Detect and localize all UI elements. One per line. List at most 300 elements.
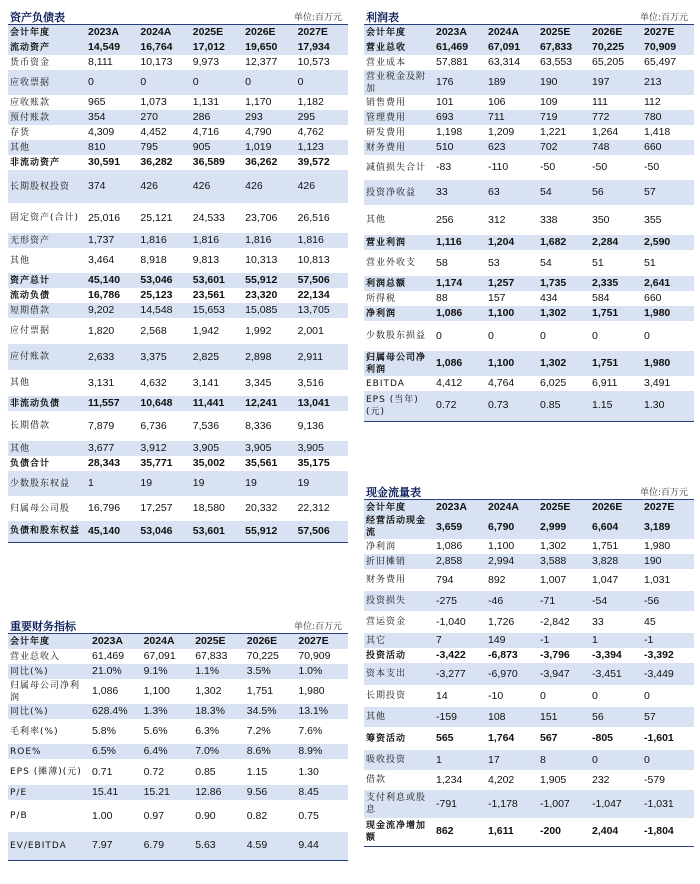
balance-sheet-row [8, 70, 348, 95]
cash-flow-value-cell: -3,277 [434, 663, 486, 685]
balance-sheet-value-cell: 1,816 [296, 233, 348, 248]
balance-sheet-year-header: 2026E [243, 25, 295, 40]
key-ratios-value-cell: 1.0% [296, 664, 348, 679]
cash-flow-value-cell: 1,047 [592, 573, 619, 586]
cash-flow-value-cell: 1 [434, 750, 486, 770]
income-statement-value-cell: 88 [436, 292, 448, 304]
income-statement-value-cell: 157 [488, 292, 506, 304]
cash-flow-value-cell: 6,790 [486, 515, 538, 539]
cash-flow-value-cell: 57 [642, 707, 694, 727]
income-statement-value-cell: 51 [592, 256, 604, 269]
key-ratios-value-cell: 6.4% [142, 744, 194, 759]
cash-flow-value-cell: 8 [538, 750, 590, 770]
balance-sheet-row-label: 负债合计 [10, 458, 51, 469]
balance-sheet-value-cell: 1,073 [140, 96, 167, 108]
balance-sheet-unit: 单位:百万元 [293, 13, 342, 23]
key-ratios-value-cell: 5.6% [143, 725, 168, 737]
balance-sheet-row-label: 长期借款 [10, 421, 51, 431]
balance-sheet-value-cell: 22,312 [297, 502, 330, 514]
key-ratios-value-cell: 7.2% [246, 725, 271, 737]
balance-sheet-value-cell: 9,136 [297, 419, 324, 432]
income-statement-value-cell: 660 [644, 292, 662, 304]
balance-sheet-column-header-row [8, 25, 348, 40]
cash-flow-year-header: 2024A [486, 500, 538, 515]
balance-sheet-value-cell: 965 [88, 96, 106, 108]
cash-flow-row-label: 净利润 [366, 541, 397, 552]
balance-sheet-value-cell: 3,905 [296, 441, 348, 456]
cash-flow-title: 现金流量表 [366, 486, 421, 499]
balance-sheet-row-label: 其他 [8, 140, 86, 155]
balance-sheet-value-cell: 28,343 [88, 457, 121, 469]
cash-flow-value-cell: -579 [644, 773, 666, 786]
cash-flow-value-cell: 7 [434, 633, 486, 648]
income-statement-value-cell: 58 [436, 256, 448, 269]
balance-sheet-value-cell: 45,140 [86, 273, 138, 288]
income-statement-value-cell: 0 [436, 329, 442, 342]
key-ratios-header [8, 617, 348, 634]
balance-sheet-value-cell: 10,173 [140, 56, 173, 68]
income-statement-value-cell: 1,735 [538, 276, 590, 291]
cash-flow-value-cell: -46 [486, 591, 538, 611]
income-statement-value-cell: 190 [538, 70, 590, 95]
cash-flow-row [364, 591, 694, 611]
key-ratios-value-cell: 1,100 [143, 685, 170, 697]
balance-sheet-value-cell: 3,516 [297, 376, 324, 389]
balance-sheet-value-cell: 0 [86, 70, 138, 95]
income-statement-row-label: 归属母公司净利润 [364, 351, 434, 376]
key-ratios-value-cell: 18.3% [193, 704, 245, 719]
balance-sheet-value-cell: 53,601 [191, 273, 243, 288]
cash-flow-value-cell: -3,947 [538, 663, 590, 685]
cash-flow-header-label: 会计年度 [364, 500, 434, 515]
key-ratios-value-cell: 13.1% [296, 704, 348, 719]
balance-sheet-row-label: 流动负债 [10, 290, 51, 301]
key-ratios-value-cell: 1.3% [142, 704, 194, 719]
income-statement-value-cell: 53 [488, 256, 500, 269]
cash-flow-year-header: 2025E [538, 500, 590, 515]
key-ratios-value-cell: 15.21 [142, 785, 194, 800]
balance-sheet-row-label: 其他 [10, 255, 31, 266]
income-statement-value-cell: 1,209 [488, 126, 515, 138]
balance-sheet-value-cell: 9,813 [192, 254, 220, 266]
income-statement-row-label: 营业税金及附加 [364, 70, 434, 95]
balance-sheet-value-cell: 3,905 [191, 441, 243, 456]
income-statement-value-cell: 6,911 [592, 377, 618, 389]
income-statement-value-cell: 1,204 [486, 235, 538, 250]
balance-sheet-row [8, 273, 348, 288]
balance-sheet-value-cell: 35,175 [297, 457, 330, 469]
income-statement-row [364, 155, 694, 180]
income-statement-row-label: 少数股东损益 [366, 331, 427, 341]
key-ratios-row-label: 营业总收入 [10, 651, 61, 662]
balance-sheet-value-cell: 22,134 [297, 289, 330, 301]
balance-sheet-value-cell: 0 [191, 70, 243, 95]
cash-flow-value-cell: -200 [540, 825, 562, 838]
cash-flow-value-cell: 14 [436, 689, 448, 702]
key-ratios-row [8, 664, 348, 679]
income-statement-value-cell: 1,682 [538, 235, 590, 250]
income-statement-value-cell: 772 [590, 110, 642, 125]
income-statement-value-cell: 61,469 [434, 40, 486, 55]
cash-flow-value-cell: 0 [642, 750, 694, 770]
key-ratios-value-cell: 1,086 [92, 685, 119, 697]
balance-sheet-row [8, 303, 348, 318]
cash-flow-year-header: 2026E [590, 500, 642, 515]
balance-sheet-row-label: 应付账款 [8, 344, 86, 370]
balance-sheet-value-cell: 13,705 [296, 303, 348, 318]
key-ratios-row [8, 649, 348, 664]
cash-flow-row-label: 资本支出 [364, 663, 434, 685]
cash-flow-value-cell: 1,086 [436, 540, 463, 552]
key-ratios-value-cell: 5.8% [92, 725, 116, 737]
balance-sheet-value-cell: 3,375 [138, 344, 190, 370]
cash-flow-panel [364, 483, 694, 847]
balance-sheet-value-cell: 7,879 [88, 419, 115, 432]
balance-sheet-value-cell: 14,549 [86, 40, 138, 55]
balance-sheet-value-cell: 35,002 [192, 457, 225, 469]
cash-flow-value-cell: 3,189 [642, 515, 694, 539]
income-statement-row [364, 140, 694, 155]
balance-sheet-value-cell: 17,934 [296, 40, 348, 55]
balance-sheet-value-cell: 3,141 [192, 376, 220, 389]
key-ratios-column-header-row [8, 634, 348, 649]
balance-sheet-value-cell: 4,716 [192, 126, 220, 138]
balance-sheet-value-cell: 293 [243, 110, 295, 125]
balance-sheet-row [8, 110, 348, 125]
balance-sheet-value-cell: 354 [86, 110, 138, 125]
key-ratios-row-label: 毛利率(%) [10, 726, 59, 737]
cash-flow-value-cell: 3,828 [590, 554, 642, 569]
key-ratios-value-cell: 0.72 [143, 765, 165, 778]
balance-sheet-value-cell: 10,648 [138, 396, 190, 411]
cash-flow-row-label: 经营活动现金流 [364, 515, 434, 539]
balance-sheet-row-label: 非流动负债 [8, 396, 86, 411]
income-statement-value-cell: 1,086 [434, 306, 486, 321]
balance-sheet-value-cell: 295 [296, 110, 348, 125]
cash-flow-value-cell: -3,796 [540, 649, 570, 661]
income-statement-value-cell: 1,100 [486, 306, 538, 321]
balance-sheet-row-label: 无形资产 [8, 233, 86, 248]
key-ratios-value-cell: 8.45 [296, 785, 348, 800]
key-ratios-value-cell: 6.79 [142, 832, 194, 860]
balance-sheet-value-cell: 15,085 [243, 303, 295, 318]
income-statement-value-cell: 1,198 [436, 126, 463, 138]
income-statement-value-cell: 1,116 [434, 235, 486, 250]
key-ratios-value-cell: 3.5% [245, 664, 297, 679]
cash-flow-value-cell: 794 [436, 573, 454, 586]
cash-flow-value-cell: 0 [592, 689, 598, 702]
cash-flow-value-cell: 1,302 [540, 540, 567, 552]
key-ratios-value-cell: 1,302 [195, 685, 222, 697]
key-ratios-row-label: ROE% [8, 744, 90, 759]
cash-flow-column-header-row [364, 500, 694, 515]
cash-flow-value-cell: 0 [644, 689, 650, 702]
balance-sheet-value-cell: 12,241 [243, 396, 295, 411]
income-statement-value-cell: 101 [436, 96, 454, 108]
cash-flow-value-cell: 862 [436, 825, 454, 838]
balance-sheet-row [8, 170, 348, 203]
income-statement-row [364, 351, 694, 376]
income-statement-value-cell: 256 [436, 213, 454, 226]
cash-flow-row-label: 借款 [366, 775, 387, 785]
income-statement-row-label: EBITDA [366, 378, 405, 389]
key-ratios-value-cell: 9.56 [245, 785, 297, 800]
cash-flow-row [364, 663, 694, 685]
cash-flow-value-cell: 3,588 [538, 554, 590, 569]
income-statement-value-cell: 106 [488, 96, 506, 108]
cash-flow-value-cell: 567 [540, 732, 558, 744]
income-statement-row-label: 净利润 [364, 306, 434, 321]
income-statement-value-cell: 2,641 [642, 276, 694, 291]
balance-sheet-value-cell: 8,918 [140, 254, 167, 266]
balance-sheet-value-cell: 36,262 [245, 156, 278, 168]
cash-flow-row-label: 长期投资 [366, 691, 407, 701]
balance-sheet-value-cell: 286 [191, 110, 243, 125]
cash-flow-value-cell: 151 [538, 707, 590, 727]
key-ratios-value-cell: 34.5% [245, 704, 297, 719]
key-ratios-value-cell: 0.90 [195, 809, 216, 822]
balance-sheet-value-cell: 10,573 [297, 56, 330, 68]
balance-sheet-value-cell: 19 [191, 471, 243, 496]
income-statement-value-cell: 660 [642, 140, 694, 155]
income-statement-value-cell: 0 [540, 329, 546, 342]
balance-sheet-value-cell: 23,320 [245, 289, 278, 301]
cash-flow-value-cell: -56 [642, 591, 694, 611]
cash-flow-value-cell: 0 [590, 750, 642, 770]
key-ratios-row [8, 679, 348, 704]
key-ratios-value-cell: 0.71 [92, 765, 113, 778]
income-statement-value-cell: 6,025 [540, 377, 567, 389]
balance-sheet-value-cell: 16,764 [138, 40, 190, 55]
income-statement-row [364, 205, 694, 235]
key-ratios-row-label: EV/EBITDA [8, 832, 90, 860]
balance-sheet-value-cell: 9,973 [192, 56, 220, 68]
cash-flow-value-cell: 0 [540, 689, 546, 702]
key-ratios-row-label: 归属母公司净利润 [10, 680, 81, 703]
cash-flow-value-cell: -71 [538, 591, 590, 611]
balance-sheet-row [8, 155, 348, 170]
income-statement-value-cell: 213 [642, 70, 694, 95]
cash-flow-value-cell: 1,234 [436, 773, 463, 786]
key-ratios-row-label: P/B [10, 811, 28, 821]
balance-sheet-value-cell: 3,912 [138, 441, 190, 456]
cash-flow-value-cell: 1,980 [644, 540, 671, 552]
balance-sheet-value-cell: 10,813 [297, 254, 330, 266]
balance-sheet-value-cell: 53,046 [138, 273, 190, 288]
key-ratios-header-label: 会计年度 [8, 634, 90, 649]
key-ratios-value-cell: 9.1% [142, 664, 194, 679]
key-ratios-row-label: EPS (摊薄)(元) [10, 767, 82, 777]
balance-sheet-row-label: 预付账款 [8, 110, 86, 125]
income-statement-value-cell: 355 [644, 213, 662, 226]
cash-flow-value-cell: -805 [592, 732, 614, 744]
cash-flow-value-cell: 108 [486, 707, 538, 727]
income-statement-value-cell: 1,302 [538, 306, 590, 321]
income-statement-row-label: 营业总收 [364, 40, 434, 55]
income-statement-value-cell: 584 [592, 292, 610, 304]
cash-flow-row [364, 727, 694, 750]
income-statement-value-cell: 693 [434, 110, 486, 125]
cash-flow-value-cell: -1,178 [486, 790, 538, 818]
balance-sheet-value-cell: 16,796 [88, 502, 121, 514]
income-statement-value-cell: 510 [434, 140, 486, 155]
cash-flow-row [364, 569, 694, 591]
key-ratios-row [8, 744, 348, 759]
balance-sheet-value-cell: 12,377 [245, 56, 278, 68]
balance-sheet-value-cell: 426 [243, 170, 295, 203]
key-ratios-value-cell: 1.30 [298, 765, 319, 778]
key-ratios-row [8, 785, 348, 800]
cash-flow-row [364, 648, 694, 663]
balance-sheet-value-cell: 53,601 [191, 521, 243, 542]
balance-sheet-value-cell: 1,942 [192, 324, 220, 337]
income-statement-value-cell: 1,086 [434, 351, 486, 376]
balance-sheet-value-cell: 36,282 [140, 156, 173, 168]
cash-flow-value-cell: -791 [434, 790, 486, 818]
balance-sheet-value-cell: 35,561 [245, 457, 278, 469]
balance-sheet-value-cell: 3,345 [245, 376, 272, 389]
income-statement-year-header: 2023A [434, 25, 486, 40]
balance-sheet-value-cell: 1 [86, 471, 138, 496]
balance-sheet-value-cell: 1,816 [243, 233, 295, 248]
cash-flow-header [364, 483, 694, 500]
balance-sheet-value-cell: 23,706 [245, 211, 278, 224]
cash-flow-value-cell: -6,873 [488, 649, 518, 661]
cash-flow-value-cell: -275 [434, 591, 486, 611]
balance-sheet-value-cell: 36,589 [192, 156, 225, 168]
balance-sheet-row-label: 存货 [10, 127, 31, 138]
cash-flow-value-cell: 1,726 [488, 615, 515, 628]
balance-sheet-row [8, 55, 348, 70]
cash-flow-value-cell: -3,449 [642, 663, 694, 685]
balance-sheet-row-label: 资产总计 [8, 273, 86, 288]
income-statement-value-cell: 1,751 [590, 306, 642, 321]
cash-flow-value-cell: -1,047 [590, 790, 642, 818]
cash-flow-row-label: 折旧摊销 [364, 554, 434, 569]
balance-sheet-value-cell: 2,001 [297, 324, 324, 337]
key-ratios-value-cell: 0.85 [195, 765, 216, 778]
income-statement-header-label: 会计年度 [364, 25, 434, 40]
cash-flow-value-cell: 17 [486, 750, 538, 770]
balance-sheet-value-cell: 53,046 [138, 521, 190, 542]
key-ratios-row [8, 719, 348, 744]
cash-flow-value-cell: 56 [590, 707, 642, 727]
cash-flow-value-cell: 3,659 [434, 515, 486, 539]
cash-flow-value-cell: -159 [434, 707, 486, 727]
key-ratios-row-label: P/E [8, 785, 90, 800]
balance-sheet-value-cell: 6,736 [140, 419, 167, 432]
key-ratios-value-cell: 1.15 [246, 765, 268, 778]
balance-sheet-value-cell: 426 [138, 170, 190, 203]
balance-sheet-value-cell: 19 [243, 471, 295, 496]
income-statement-table [364, 25, 694, 422]
cash-flow-value-cell: -1,031 [642, 790, 694, 818]
income-statement-value-cell: 0.85 [538, 391, 590, 421]
income-statement-value-cell: 65,497 [644, 56, 677, 68]
balance-sheet-row [8, 471, 348, 496]
cash-flow-row-label: 支付利息或股息 [364, 790, 434, 818]
income-statement-value-cell: -50 [592, 161, 608, 173]
balance-sheet-value-cell: 19 [296, 471, 348, 496]
income-statement-value-cell: 2,590 [642, 235, 694, 250]
balance-sheet-row [8, 248, 348, 273]
cash-flow-row [364, 611, 694, 633]
income-statement-value-cell: 70,225 [590, 40, 642, 55]
balance-sheet-year-header: 2024A [138, 25, 190, 40]
income-statement-year-header: 2024A [486, 25, 538, 40]
balance-sheet-row [8, 456, 348, 471]
balance-sheet-value-cell: 0 [243, 70, 295, 95]
income-statement-row-label: 营业利润 [364, 235, 434, 250]
key-ratios-value-cell: 67,091 [143, 650, 176, 662]
cash-flow-value-cell: -3,422 [436, 649, 466, 661]
cash-flow-value-cell: 33 [592, 615, 604, 628]
balance-sheet-row [8, 521, 348, 542]
balance-sheet-value-cell: 55,912 [243, 521, 295, 542]
cash-flow-row [364, 790, 694, 818]
income-statement-value-cell: 1.30 [642, 391, 694, 421]
balance-sheet-value-cell: 795 [138, 140, 190, 155]
balance-sheet-row [8, 288, 348, 303]
balance-sheet-value-cell: 14,548 [138, 303, 190, 318]
income-statement-value-cell: 702 [538, 140, 590, 155]
balance-sheet-row [8, 140, 348, 155]
cash-flow-row [364, 750, 694, 770]
balance-sheet-value-cell: 1,820 [88, 324, 115, 337]
balance-sheet-value-cell: 18,580 [192, 502, 225, 514]
income-statement-value-cell: 434 [540, 292, 558, 304]
income-statement-value-cell: 312 [488, 213, 506, 226]
cash-flow-value-cell: 45 [644, 615, 656, 628]
cash-flow-value-cell: -54 [590, 591, 642, 611]
income-statement-value-cell: 1.15 [590, 391, 642, 421]
balance-sheet-value-cell: 3,131 [88, 376, 115, 389]
key-ratios-row [8, 800, 348, 832]
balance-sheet-value-cell: 10,313 [245, 254, 278, 266]
balance-sheet-row [8, 40, 348, 55]
balance-sheet-value-cell: 7,536 [192, 419, 220, 432]
income-statement-value-cell: 350 [592, 213, 610, 226]
income-statement-row [364, 250, 694, 276]
income-statement-row [364, 40, 694, 55]
balance-sheet-value-cell: 4,309 [88, 126, 115, 138]
balance-sheet-value-cell: 905 [191, 140, 243, 155]
cash-flow-value-cell: -2,842 [540, 615, 570, 628]
balance-sheet-value-cell: 426 [296, 170, 348, 203]
balance-sheet-value-cell: 0 [138, 70, 190, 95]
income-statement-row [364, 376, 694, 391]
income-statement-value-cell: 63,314 [488, 56, 521, 68]
cash-flow-row [364, 515, 694, 539]
income-statement-value-cell: 1,751 [590, 351, 642, 376]
key-ratios-value-cell: 1.1% [193, 664, 245, 679]
balance-sheet-value-cell: 9,202 [86, 303, 138, 318]
key-ratios-value-cell: 12.86 [193, 785, 245, 800]
balance-sheet-value-cell: 1,019 [243, 140, 295, 155]
balance-sheet-value-cell: 39,572 [297, 156, 330, 168]
balance-sheet-value-cell: 8,111 [88, 56, 113, 68]
key-ratios-table [8, 634, 348, 861]
balance-sheet-row-label: 其他 [8, 441, 86, 456]
income-statement-value-cell: 54 [540, 256, 552, 269]
income-statement-value-cell: 1,980 [642, 351, 694, 376]
cash-flow-value-cell: 232 [592, 773, 610, 786]
income-statement-row [364, 321, 694, 351]
balance-sheet-row-label: 少数股东权益 [8, 471, 86, 496]
income-statement-row-label: 营业外收支 [366, 258, 417, 268]
balance-sheet-row-label: 流动资产 [8, 40, 86, 55]
cash-flow-row-label: 营运资金 [366, 617, 407, 627]
